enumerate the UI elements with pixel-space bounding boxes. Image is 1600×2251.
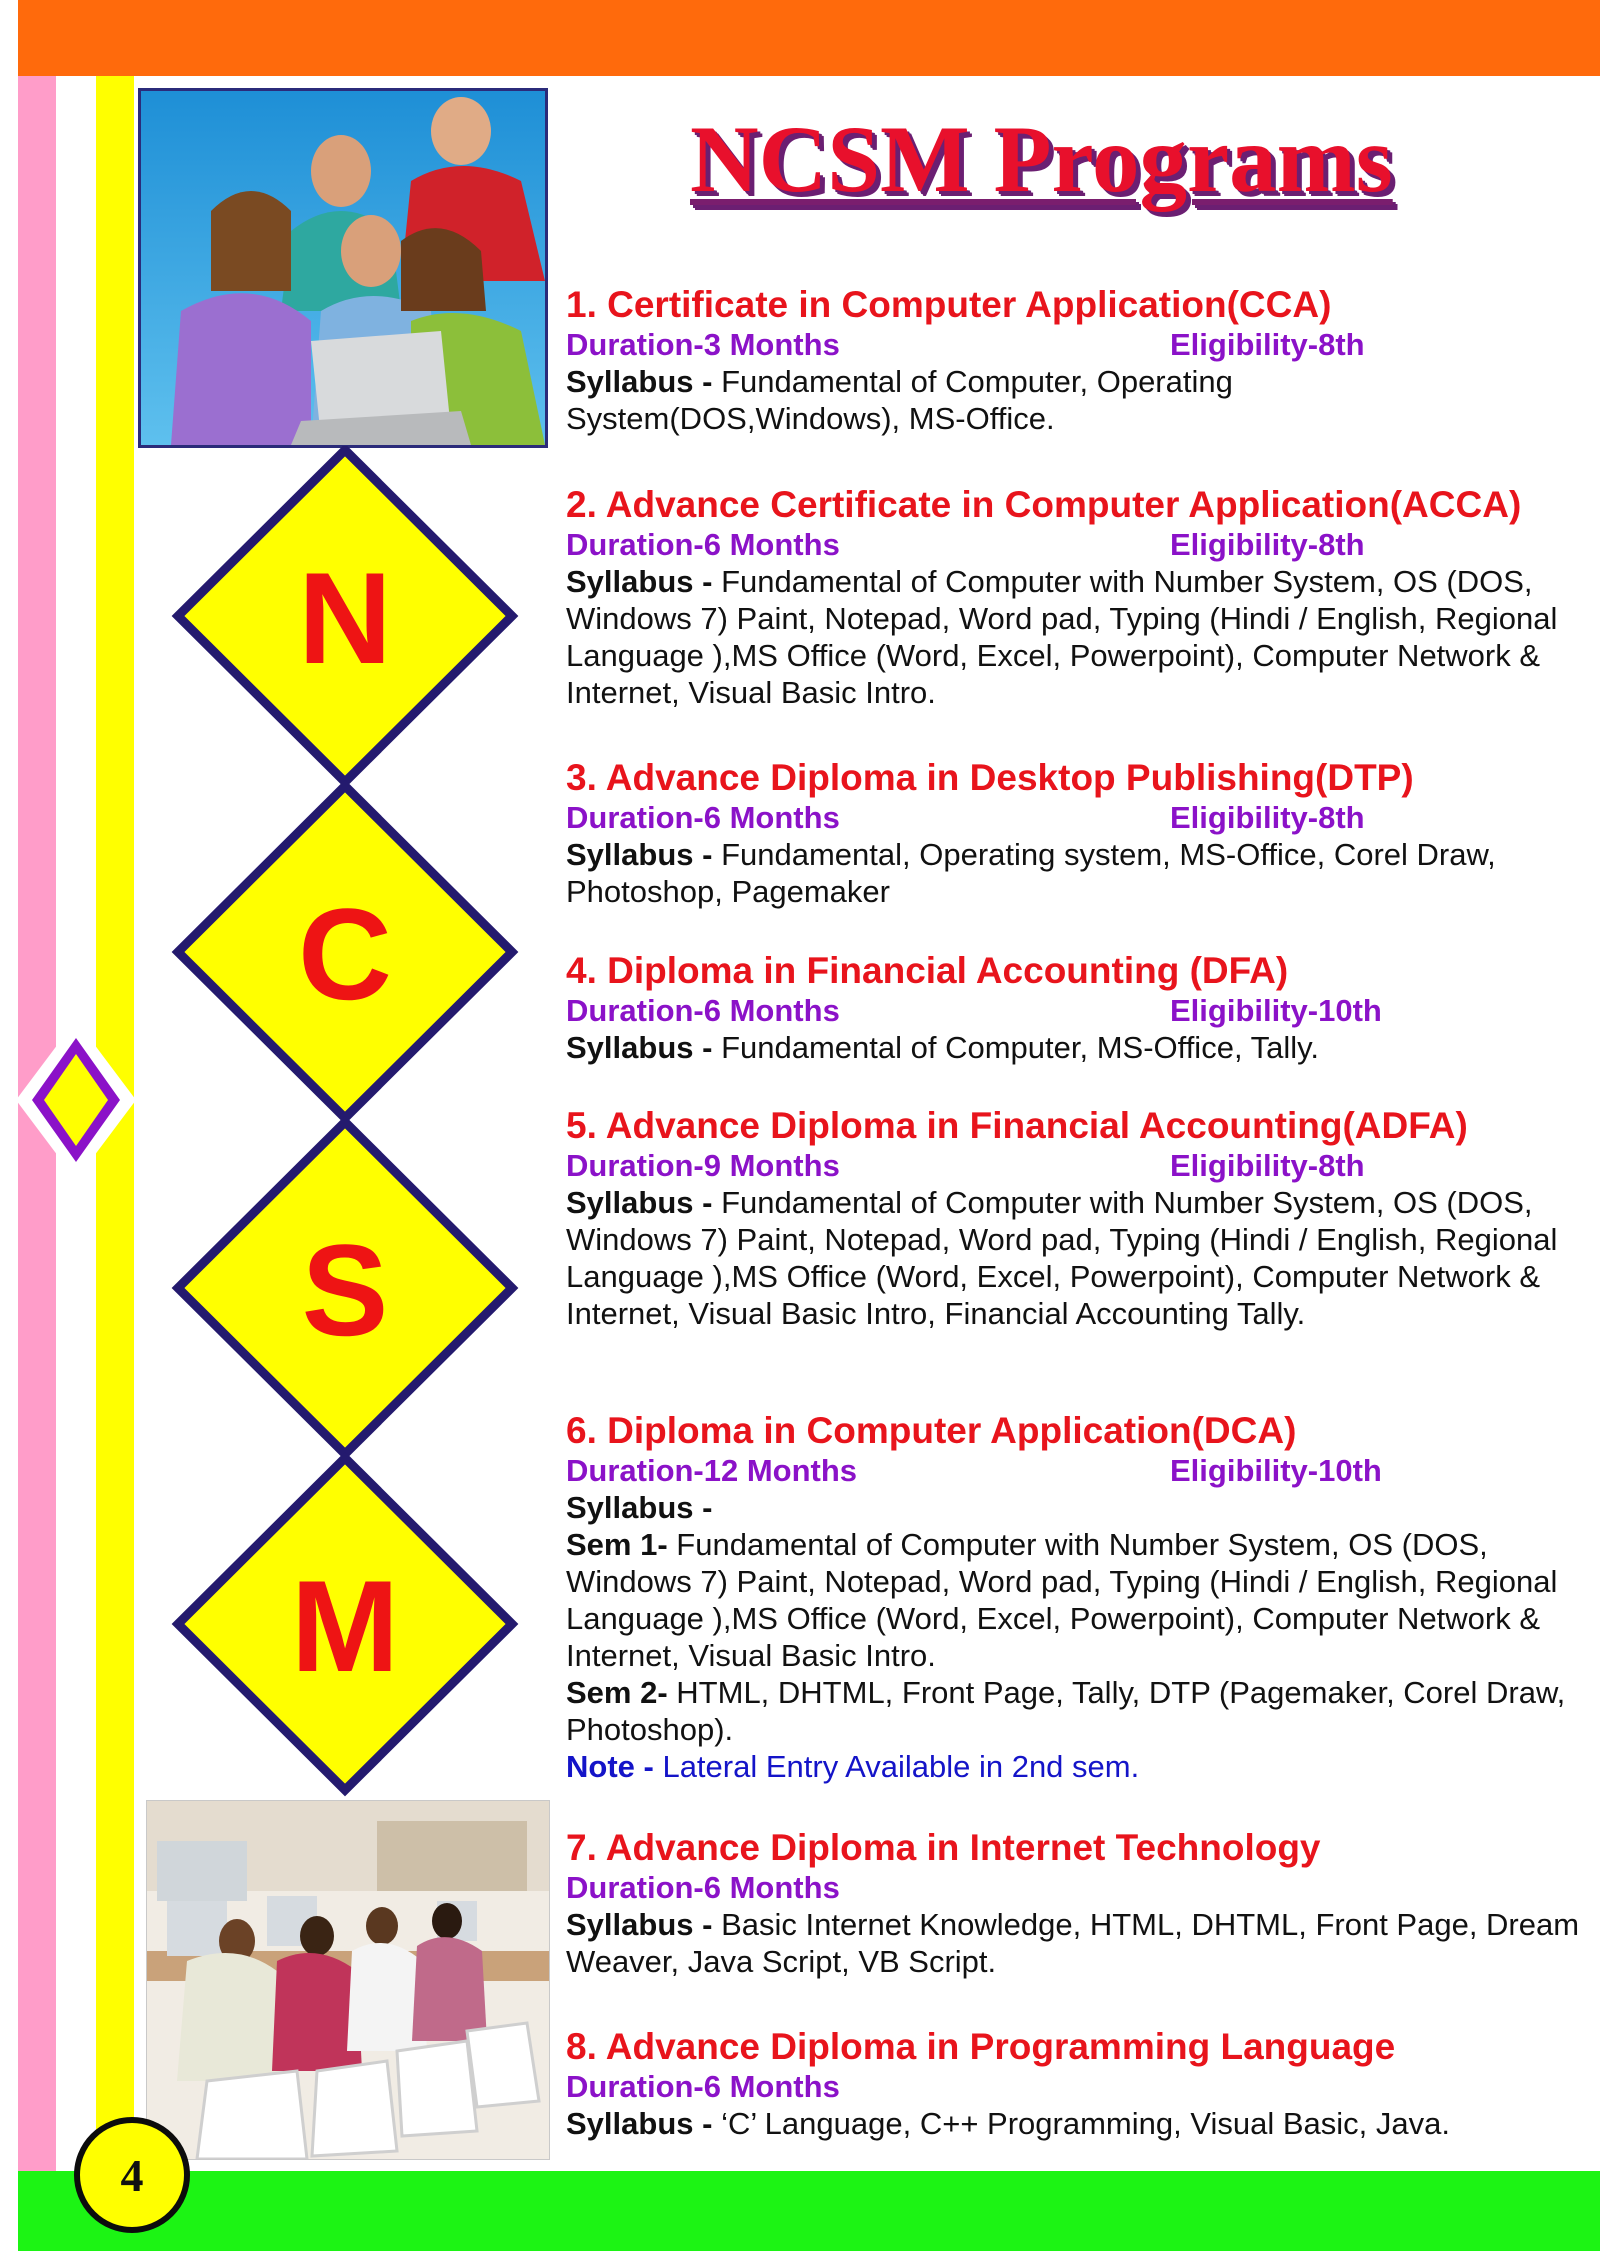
program-meta	[566, 2068, 1586, 2105]
program-eligibility: Eligibility-10th	[1170, 993, 1382, 1028]
syllabus-label: Syllabus -	[566, 1490, 713, 1525]
diamond-s	[178, 1122, 512, 1454]
syllabus-label: Syllabus -	[566, 1907, 713, 1942]
diamond-n	[178, 450, 512, 782]
computer-lab-photo	[146, 1800, 550, 2160]
program-meta	[566, 992, 1586, 1029]
program-meta	[566, 526, 1586, 563]
program-2	[566, 484, 1586, 711]
program-syllabus	[566, 1184, 1586, 1332]
sem1-label: Sem 1-	[566, 1527, 668, 1562]
program-title: 1. Certificate in Computer Application(CCA)	[566, 284, 1332, 325]
syllabus-label: Syllabus -	[566, 2106, 713, 2141]
program-5	[566, 1105, 1586, 1332]
program-eligibility: Eligibility-10th	[1170, 1453, 1382, 1488]
program-syllabus	[566, 563, 1586, 711]
program-sem2	[566, 1674, 1586, 1748]
syllabus-text: ‘C’ Language, C++ Programming, Visual Basic, Java.	[721, 2106, 1450, 2141]
program-eligibility: Eligibility-8th	[1170, 1148, 1365, 1183]
program-title: 6. Diploma in Computer Application(DCA)	[566, 1410, 1297, 1451]
program-duration: Duration-9 Months	[566, 1148, 840, 1183]
top-color-bar	[18, 0, 1600, 76]
program-duration: Duration-6 Months	[566, 800, 840, 835]
program-title: 5. Advance Diploma in Financial Accounting(ADFA)	[566, 1105, 1468, 1146]
sem2-text: HTML, DHTML, Front Page, Tally, DTP (Pagemaker, Corel Draw, Photoshop).	[566, 1675, 1566, 1747]
program-title: 8. Advance Diploma in Programming Language	[566, 2026, 1396, 2067]
program-7	[566, 1827, 1586, 1980]
note-text: Lateral Entry Available in 2nd sem.	[662, 1749, 1140, 1784]
syllabus-text: Fundamental of Computer with Number System, OS (DOS, Windows 7) Paint, Notepad, Word pad, Typing (Hindi / English, Regional Language ),MS Office (Word, Excel, Powerpoint), Computer Network & Internet, Visual Basic Intro.	[566, 564, 1558, 710]
program-title: 4. Diploma in Financial Accounting (DFA)	[566, 950, 1289, 991]
syllabus-label: Syllabus -	[566, 564, 713, 599]
program-meta	[566, 1869, 1586, 1906]
side-diamond-ornament	[16, 1020, 136, 1180]
program-duration: Duration-6 Months	[566, 993, 840, 1028]
syllabus-text: Basic Internet Knowledge, HTML, DHTML, Front Page, Dream Weaver, Java Script, VB Script.	[566, 1907, 1580, 1979]
program-duration: Duration-3 Months	[566, 327, 840, 362]
program-syllabus	[566, 836, 1586, 910]
diamond-c	[178, 786, 512, 1118]
program-syllabus	[566, 1029, 1586, 1066]
program-meta	[566, 1452, 1586, 1489]
program-meta	[566, 326, 1586, 363]
syllabus-label: Syllabus -	[566, 837, 713, 872]
program-eligibility: Eligibility-8th	[1170, 527, 1365, 562]
program-3	[566, 757, 1586, 910]
sem1-text: Fundamental of Computer with Number System, OS (DOS, Windows 7) Paint, Notepad, Word pad, Typing (Hindi / English, Regional Language ),MS Office (Word, Excel, Powerpoint), Computer Network & Internet, Visual Basic Intro.	[566, 1527, 1558, 1673]
program-duration: Duration-12 Months	[566, 1453, 858, 1488]
ncsm-diamond-column	[160, 446, 530, 1806]
syllabus-text: Fundamental, Operating system, MS-Office, Corel Draw, Photoshop, Pagemaker	[566, 837, 1496, 909]
syllabus-label: Syllabus -	[566, 1030, 713, 1065]
letter-m: M	[290, 1553, 400, 1699]
program-eligibility: Eligibility-8th	[1170, 327, 1365, 362]
program-title: 2. Advance Certificate in Computer Application(ACCA)	[566, 484, 1522, 525]
program-title: 3. Advance Diploma in Desktop Publishing(DTP)	[566, 757, 1414, 798]
program-syllabus	[566, 2105, 1586, 2142]
syllabus-text: Fundamental of Computer, MS-Office, Tally.	[721, 1030, 1319, 1065]
program-8	[566, 2026, 1586, 2142]
program-duration: Duration-6 Months	[566, 1870, 840, 1905]
program-title: 7. Advance Diploma in Internet Technology	[566, 1827, 1321, 1868]
program-6	[566, 1410, 1586, 1785]
sem2-label: Sem 2-	[566, 1675, 668, 1710]
page-title: NCSM Programs	[690, 106, 1393, 212]
syllabus-label: Syllabus -	[566, 364, 713, 399]
letter-c: C	[298, 881, 392, 1027]
program-1	[566, 284, 1586, 437]
students-laptop-photo	[138, 88, 548, 448]
syllabus-text: Fundamental of Computer with Number System, OS (DOS, Windows 7) Paint, Notepad, Word pad, Typing (Hindi / English, Regional Language ),MS Office (Word, Excel, Powerpoint), Computer Network & Internet, Visual Basic Intro, Financial Accounting Tally.	[566, 1185, 1558, 1331]
letter-n: N	[298, 545, 392, 691]
program-duration: Duration-6 Months	[566, 2069, 840, 2104]
page-number-badge: 4	[74, 2117, 190, 2233]
bottom-color-bar	[18, 2171, 1600, 2251]
note-label: Note -	[566, 1749, 654, 1784]
program-meta	[566, 799, 1586, 836]
diamond-m	[178, 1458, 512, 1790]
syllabus-label: Syllabus -	[566, 1185, 713, 1220]
program-note	[566, 1748, 1586, 1785]
program-syllabus	[566, 1906, 1586, 1980]
program-eligibility: Eligibility-8th	[1170, 800, 1365, 835]
syllabus-text: Fundamental of Computer, Operating System(DOS,Windows), MS-Office.	[566, 364, 1233, 436]
program-meta	[566, 1147, 1586, 1184]
program-duration: Duration-6 Months	[566, 527, 840, 562]
program-syllabus	[566, 363, 1326, 437]
program-4	[566, 950, 1586, 1066]
letter-s: S	[301, 1217, 389, 1363]
program-sem1	[566, 1526, 1586, 1674]
